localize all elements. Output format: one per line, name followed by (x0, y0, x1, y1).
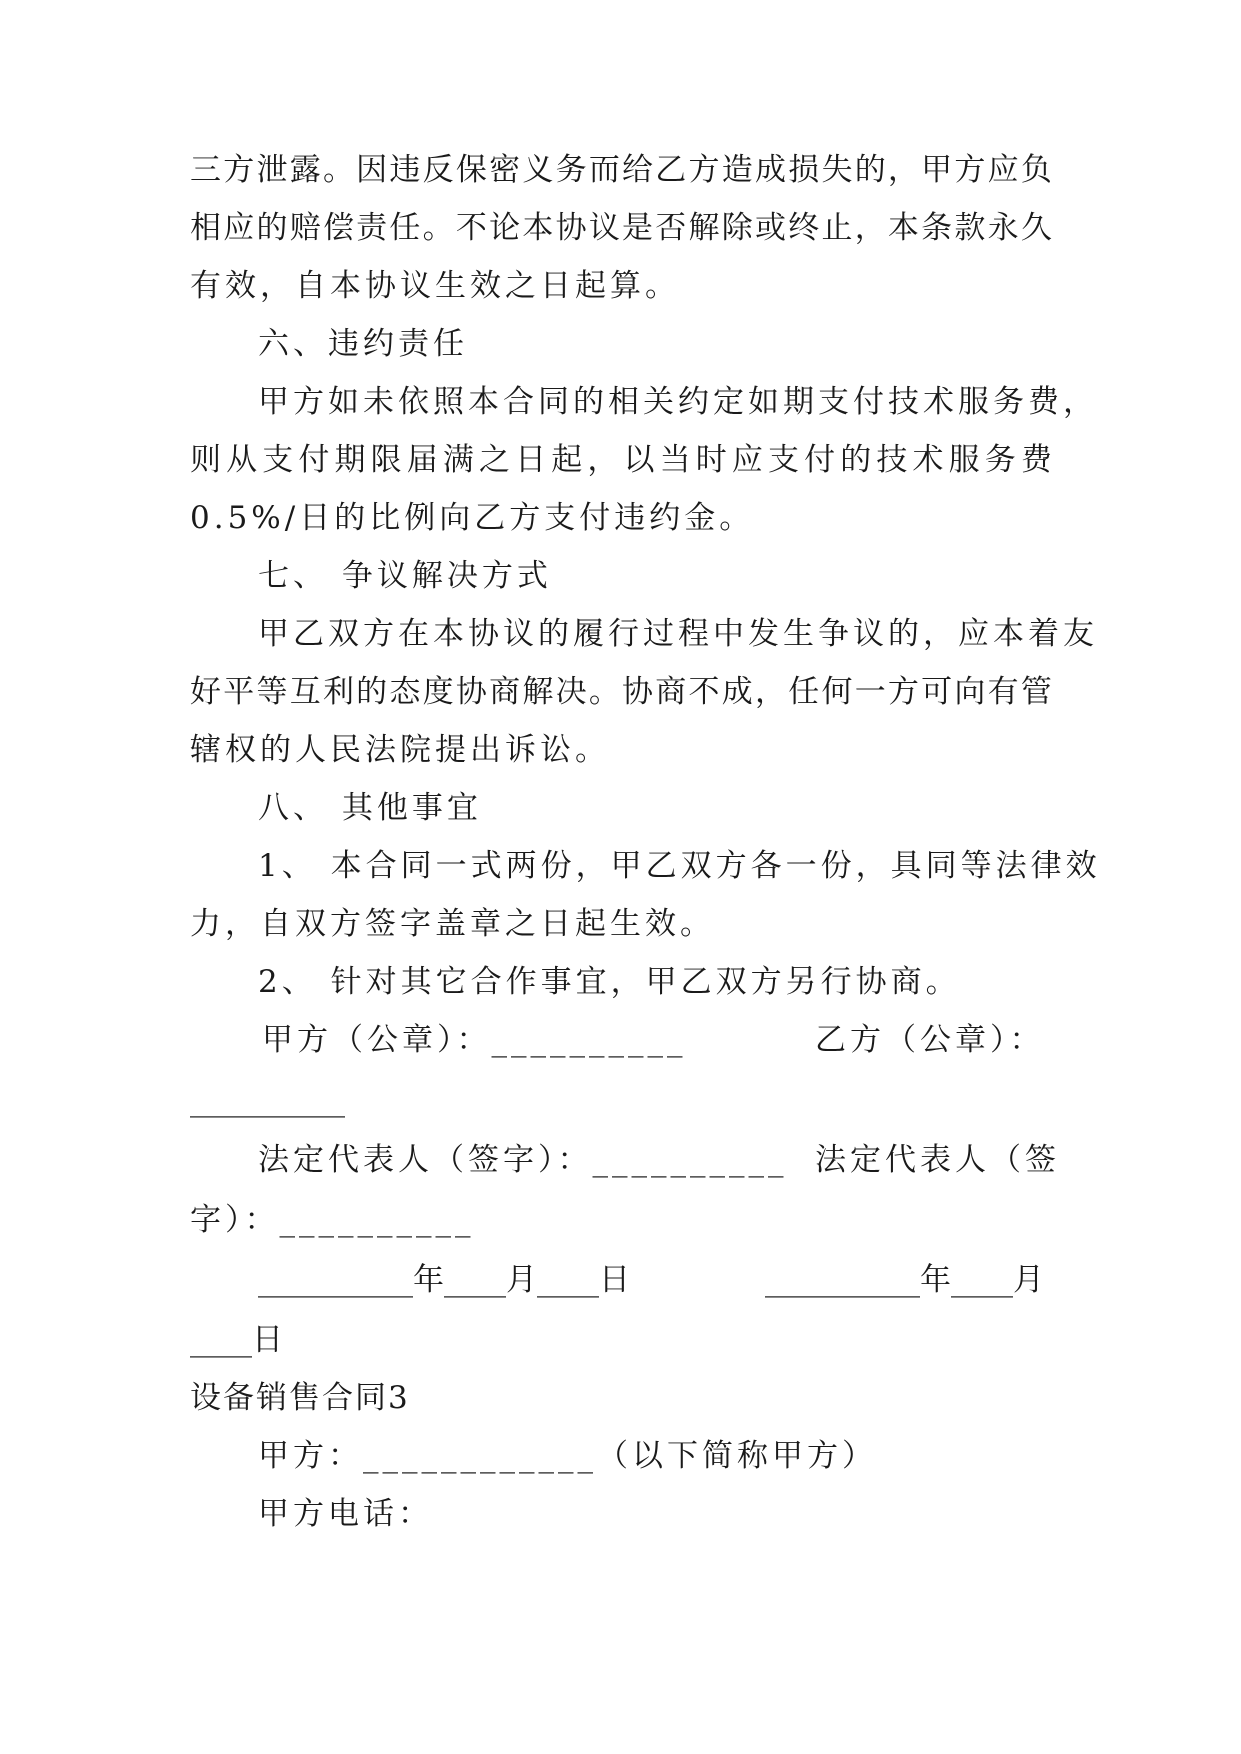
section-heading: 六、违约责任 (258, 326, 468, 362)
party-b-date-cont: ____日 (190, 1322, 283, 1358)
paragraph-line: 好 平 等 互 利 的 态 度 协 商 解 决 。 协 商 不 成 ， 任 何 一 方 可 向 有 管 (190, 674, 1052, 710)
party-b-seal-blank: __________ (190, 1082, 345, 1118)
paragraph-line: 三 方 泄 露 。 因 违 反 保 密 义 务 而 给 乙 方 造 成 损 失 的 ， 甲 方 应 负 (190, 152, 1052, 188)
paragraph-line: 1、 本合同一式两份，甲乙双方各一份，具同等法律效 (258, 848, 1101, 884)
paragraph-line: 0.5%/日的比例向乙方支付违约金。 (190, 500, 755, 536)
paragraph-line: 甲方如未依照本合同的相关约定如期支付技术服务费， (258, 384, 1098, 420)
paragraph-line: 则 从 支 付 期 限 届 满 之 日 起 ， 以 当 时 应 支 付 的 技 术 服 务 费 (190, 442, 1052, 478)
paragraph-line: 力，自双方签字盖章之日起生效。 (190, 906, 715, 942)
paragraph-line: 甲乙双方在本协议的履行过程中发生争议的，应本着友 (258, 616, 1098, 652)
party-a-line: 甲方：____________（以下简称甲方） (258, 1438, 877, 1474)
party-a-seal: 甲方（公章）：__________ (262, 1022, 687, 1058)
party-b-seal: 乙方（公章）： (815, 1022, 1045, 1058)
party-b-representative-cont: 字）：__________ (190, 1202, 475, 1238)
party-b-date: __________年____月 (765, 1262, 1044, 1298)
paragraph-line: 2、 针对其它合作事宜，甲乙双方另行协商。 (258, 964, 961, 1000)
party-b-representative: 法定代表人（签 (815, 1142, 1060, 1178)
section-heading: 八、 其他事宜 (258, 790, 482, 826)
paragraph-line: 有效，自本协议生效之日起算。 (190, 268, 680, 304)
contract-title: 设备销售合同3 (190, 1380, 410, 1416)
party-a-phone: 甲方电话： (258, 1496, 433, 1532)
party-a-date: __________年____月____日 (258, 1262, 630, 1298)
section-heading: 七、 争议解决方式 (258, 558, 552, 594)
paragraph-line: 相 应 的 赔 偿 责 任 。 不 论 本 协 议 是 否 解 除 或 终 止 ， 本 条 款 永 久 (190, 210, 1052, 246)
paragraph-line: 辖权的人民法院提出诉讼。 (190, 732, 610, 768)
party-a-representative: 法定代表人（签字）：__________ (258, 1142, 788, 1178)
